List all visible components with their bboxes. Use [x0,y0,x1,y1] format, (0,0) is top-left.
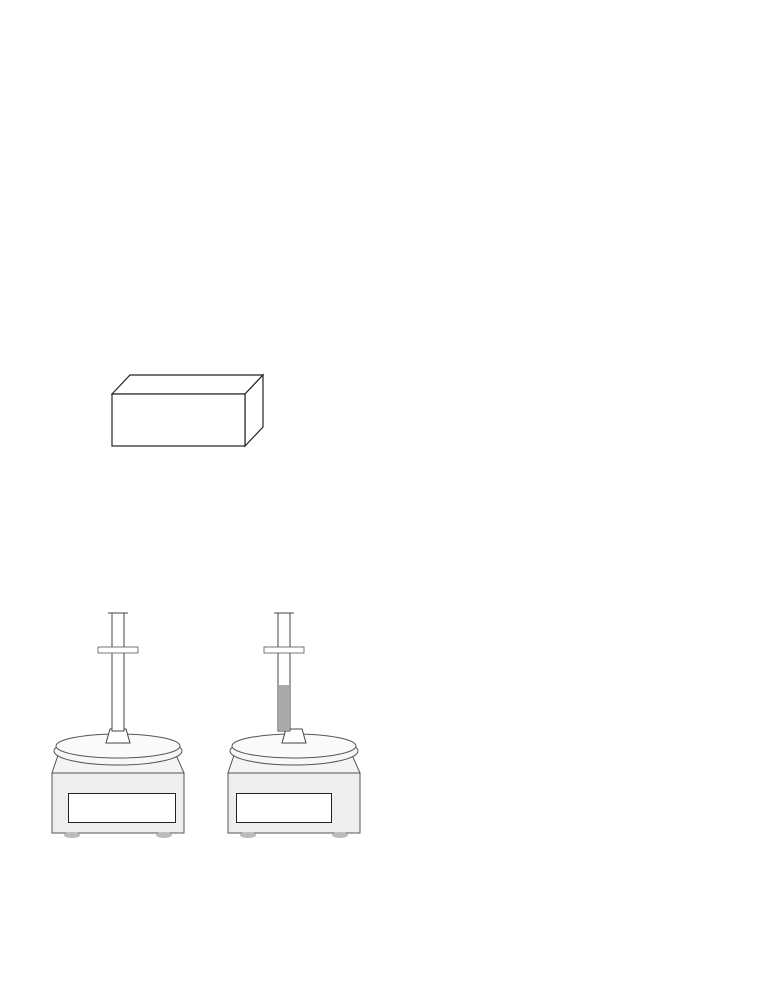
balance-full-reading [236,793,332,823]
cylinder-2-scale [282,612,302,732]
period-line [636,48,653,90]
box-front-face [112,394,245,446]
box-top-face [112,375,263,394]
cylinder-1-scale [116,612,136,732]
balance-empty-reading [68,793,176,823]
box-diagram [100,365,270,455]
name-line [46,48,57,90]
date-line [388,48,399,90]
